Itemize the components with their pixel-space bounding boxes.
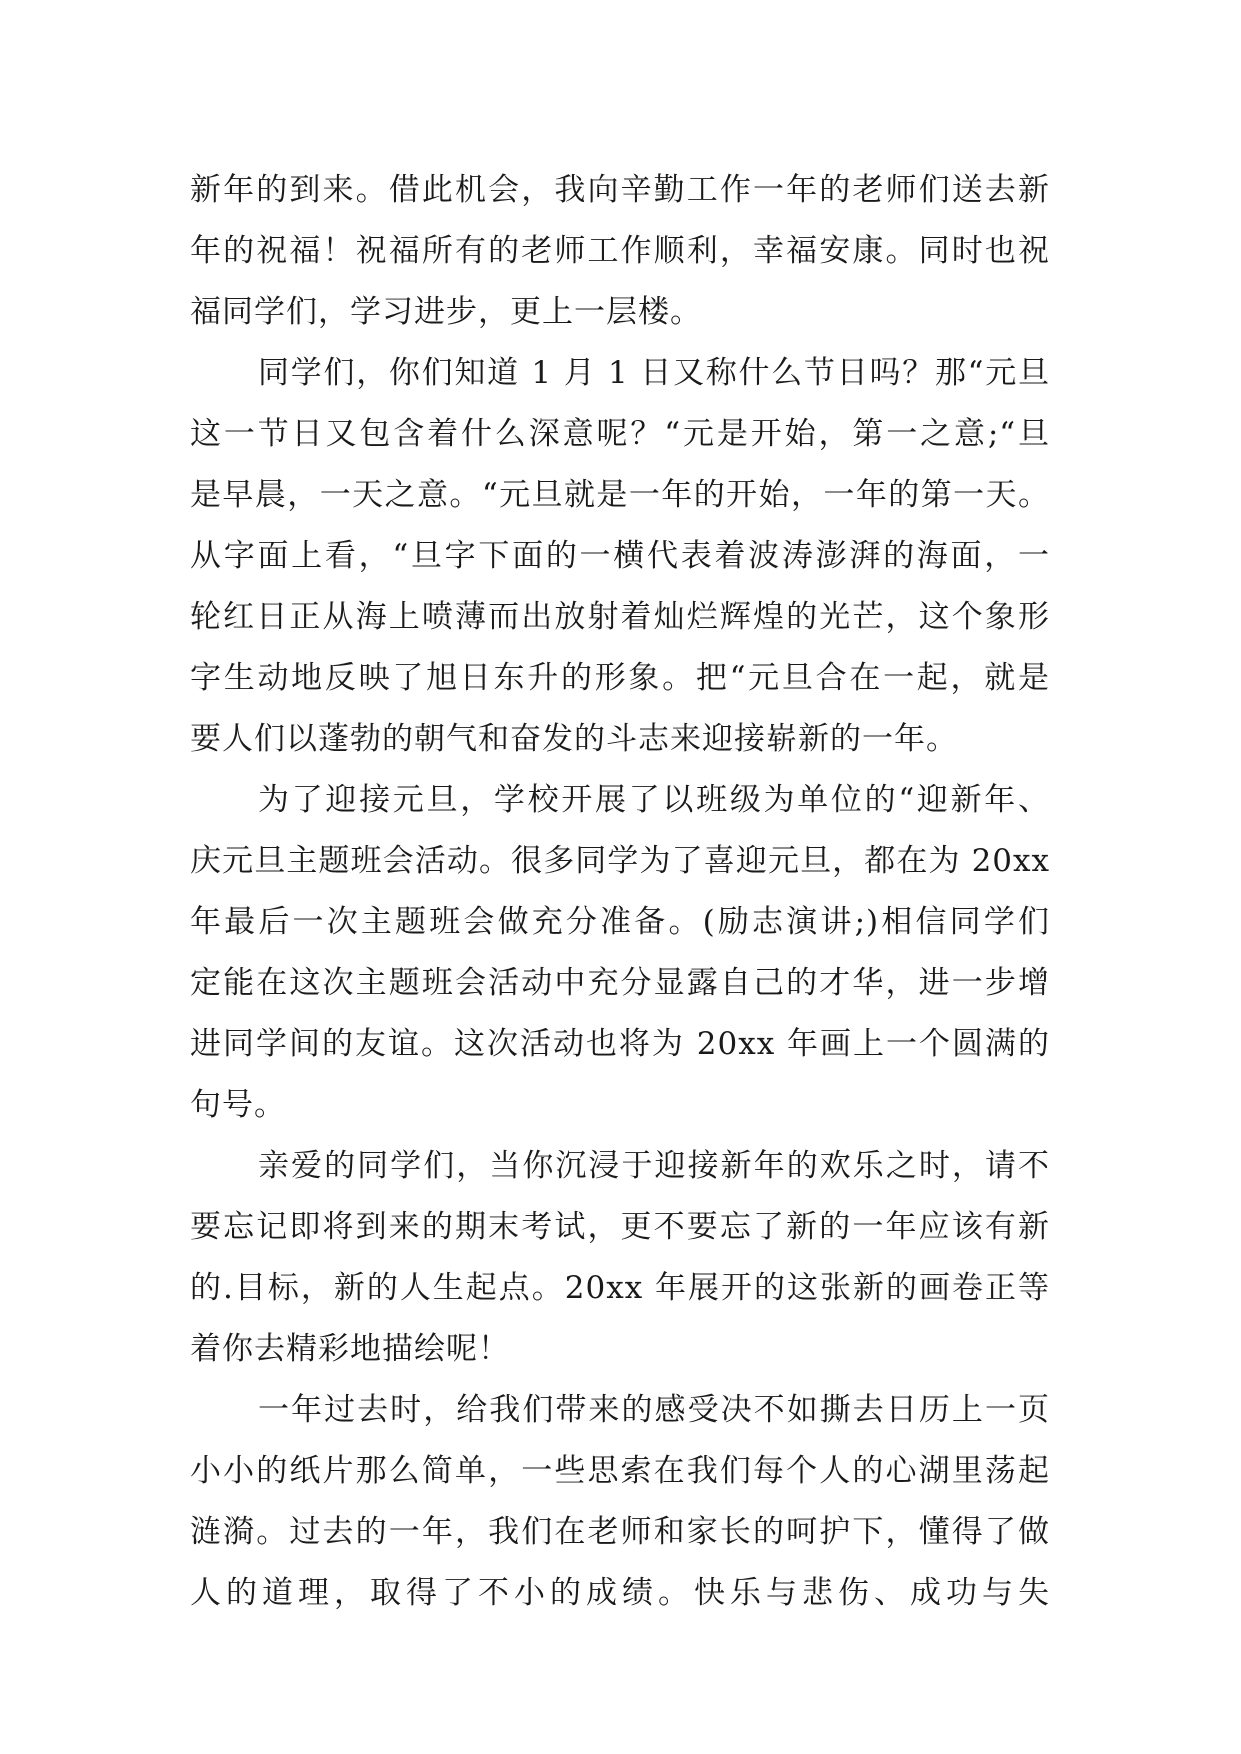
- text-line: 亲爱的同学们，当你沉浸于迎接新年的欢乐之时，请不: [258, 1148, 1050, 1184]
- text-line: 定能在这次主题班会活动中充分显露自己的才华，进一步增: [190, 965, 1050, 1001]
- text-line: 新年的到来。借此机会，我向辛勤工作一年的老师们送去新: [190, 172, 1050, 208]
- text-line: 句号。: [190, 1087, 286, 1123]
- paragraph: [190, 160, 1050, 343]
- text-line: 一年过去时，给我们带来的感受决不如撕去日历上一页: [258, 1392, 1050, 1428]
- text-line: 着你去精彩地描绘呢！: [190, 1331, 510, 1367]
- text-line: 字生动地反映了旭日东升的形象。把“元旦合在一起，就是: [190, 660, 1050, 696]
- paragraph: [190, 1136, 1050, 1380]
- paragraph: [190, 1380, 1050, 1624]
- paragraph: [190, 770, 1050, 1136]
- text-line: 是早晨，一天之意。“元旦就是一年的开始，一年的第一天。: [190, 477, 1050, 513]
- text-line: 福同学们，学习进步，更上一层楼。: [190, 294, 702, 330]
- text-line: 进同学间的友谊。这次活动也将为 20xx 年画上一个圆满的: [190, 1026, 1050, 1062]
- paragraph: [190, 343, 1050, 770]
- text-line: 的.目标，新的人生起点。20xx 年展开的这张新的画卷正等: [190, 1270, 1050, 1306]
- text-line: 这一节日又包含着什么深意呢？“元是开始，第一之意;“旦: [190, 416, 1050, 452]
- text-line: 要人们以蓬勃的朝气和奋发的斗志来迎接崭新的一年。: [190, 721, 958, 757]
- text-line: 年的祝福！祝福所有的老师工作顺利，幸福安康。同时也祝: [190, 233, 1050, 269]
- text-line: 年最后一次主题班会做充分准备。(励志演讲;)相信同学们: [190, 904, 1050, 940]
- text-line: 庆元旦主题班会活动。很多同学为了喜迎元旦，都在为 20xx: [190, 843, 1050, 879]
- text-line: 要忘记即将到来的期末考试，更不要忘了新的一年应该有新: [190, 1209, 1050, 1245]
- text-line: 人的道理，取得了不小的成绩。快乐与悲伤、成功与失: [190, 1575, 1050, 1611]
- text-line: 从字面上看，“旦字下面的一横代表着波涛澎湃的海面，一: [190, 538, 1050, 574]
- text-line: 涟漪。过去的一年，我们在老师和家长的呵护下，懂得了做: [190, 1514, 1050, 1550]
- text-line: 小小的纸片那么简单，一些思索在我们每个人的心湖里荡起: [190, 1453, 1050, 1489]
- text-line: 轮红日正从海上喷薄而出放射着灿烂辉煌的光芒，这个象形: [190, 599, 1050, 635]
- text-line: 同学们，你们知道 1 月 1 日又称什么节日吗？那“元旦: [258, 355, 1050, 391]
- text-line: 为了迎接元旦，学校开展了以班级为单位的“迎新年、: [258, 782, 1050, 818]
- document-body: [190, 160, 1050, 1624]
